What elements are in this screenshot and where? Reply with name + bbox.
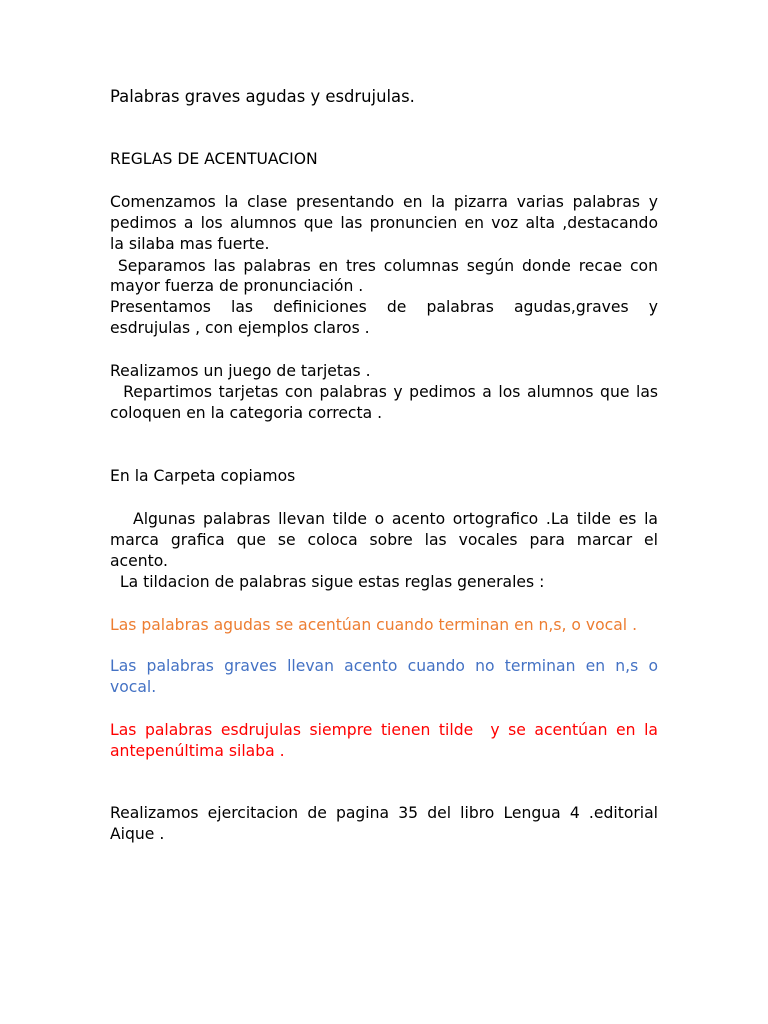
carpeta-line-4: La tildacion de palabras sigue estas reglas generales :: [110, 573, 545, 591]
carpeta-line-2: marca grafica que se coloca sobre las vocales para marcar el: [110, 531, 658, 549]
document-title: Palabras graves agudas y esdrujulas.: [110, 87, 415, 106]
intro-line-7: esdrujulas , con ejemplos claros .: [110, 319, 370, 337]
game-line-3: coloquen en la categoria correcta .: [110, 404, 383, 422]
rule-graves-line-2: vocal.: [110, 678, 157, 696]
rule-agudas: Las palabras agudas se acentúan cuando terminan en n,s, o vocal .: [110, 616, 638, 634]
intro-line-6: Presentamos las definiciones de palabras agudas,graves y: [110, 298, 658, 316]
rule-esdrujulas-line-2: antepenúltima silaba .: [110, 742, 285, 760]
intro-line-3: la silaba mas fuerte.: [110, 235, 270, 253]
intro-line-1: Comenzamos la clase presentando en la pizarra varias palabras y: [110, 193, 658, 211]
carpeta-line-1: Algunas palabras llevan tilde o acento ortografico .La tilde es la: [110, 510, 658, 528]
intro-line-4: Separamos las palabras en tres columnas según donde recae con: [110, 257, 658, 275]
carpeta-heading: En la Carpeta copiamos: [110, 467, 296, 485]
section-heading: REGLAS DE ACENTUACION: [110, 150, 318, 168]
rule-esdrujulas-line-1: Las palabras esdrujulas siempre tienen tilde y se acentúan en la: [110, 721, 658, 739]
closing-line-1: Realizamos ejercitacion de pagina 35 del libro Lengua 4 .editorial: [110, 804, 658, 822]
carpeta-line-3: acento.: [110, 552, 168, 570]
game-line-1: Realizamos un juego de tarjetas .: [110, 362, 371, 380]
game-line-2: Repartimos tarjetas con palabras y pedimos a los alumnos que las: [110, 383, 658, 401]
intro-line-2: pedimos a los alumnos que las pronuncien en voz alta ,destacando: [110, 214, 658, 232]
rule-graves-line-1: Las palabras graves llevan acento cuando no terminan en n,s o: [110, 657, 658, 675]
intro-line-5: mayor fuerza de pronunciación .: [110, 277, 364, 295]
closing-line-2: Aique .: [110, 825, 165, 843]
